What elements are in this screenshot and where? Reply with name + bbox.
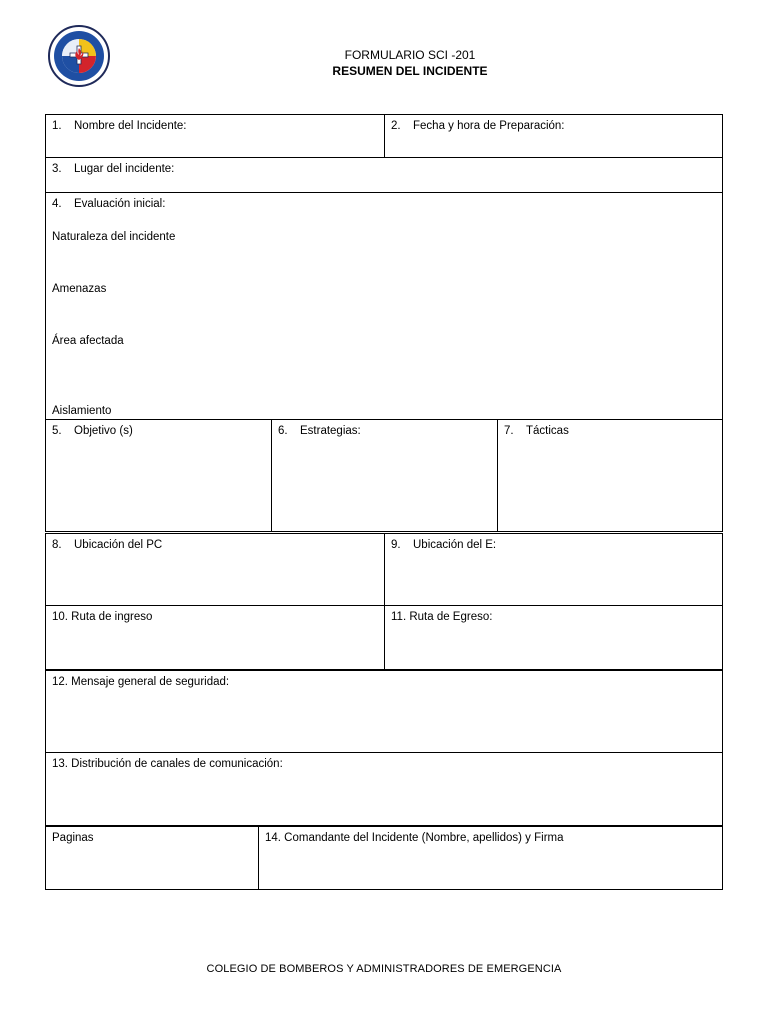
field-label: 8. Ubicación del PC: [52, 539, 163, 551]
field-command-post-location[interactable]: [45, 533, 385, 606]
field-label: Paginas: [52, 832, 94, 844]
fire-department-emblem-icon: [47, 24, 111, 88]
field-label: 1. Nombre del Incidente:: [52, 120, 187, 132]
field-exit-route[interactable]: [384, 605, 723, 670]
field-label: 14. Comandante del Incidente (Nombre, apellidos) y Firma: [265, 832, 564, 844]
field-incident-location[interactable]: [45, 157, 723, 193]
field-label: 11. Ruta de Egreso:: [391, 611, 493, 623]
field-communication-channels[interactable]: [45, 752, 723, 826]
field-label: 2. Fecha y hora de Preparación:: [391, 120, 565, 132]
field-label: 6. Estrategias:: [278, 425, 361, 437]
field-pages[interactable]: [45, 826, 259, 890]
field-tactics[interactable]: [497, 419, 723, 532]
field-label: 10. Ruta de ingreso: [52, 611, 153, 623]
field-label: 5. Objetivo (s): [52, 425, 133, 437]
field-incident-name[interactable]: [45, 114, 385, 158]
field-objectives[interactable]: [45, 419, 272, 532]
field-label: 13. Distribución de canales de comunicación:: [52, 758, 283, 770]
field-label: 12. Mensaje general de seguridad:: [52, 676, 230, 688]
form-code: FORMULARIO SCI -201: [344, 48, 476, 62]
field-preparation-datetime[interactable]: [384, 114, 723, 158]
field-label: 3. Lugar del incidente:: [52, 163, 175, 175]
isolation-label: Aislamiento: [52, 405, 112, 417]
form-title: RESUMEN DEL INCIDENTE: [332, 64, 488, 78]
field-incident-commander[interactable]: [258, 826, 723, 890]
field-entry-route[interactable]: [45, 605, 385, 670]
field-label: 7. Tácticas: [504, 425, 569, 437]
footer-organization: COLEGIO DE BOMBEROS Y ADMINISTRADORES DE EMERGENCIA: [206, 963, 562, 975]
incident-summary-form: [45, 114, 723, 890]
nature-of-incident-label: Naturaleza del incidente: [52, 231, 176, 243]
threats-label: Amenazas: [52, 283, 107, 295]
field-staging-area-location[interactable]: [384, 533, 723, 606]
field-strategies[interactable]: [271, 419, 498, 532]
field-initial-evaluation[interactable]: [45, 192, 723, 420]
affected-area-label: Área afectada: [52, 335, 124, 347]
field-general-safety-message[interactable]: [45, 670, 723, 753]
field-label: 9. Ubicación del E:: [391, 539, 497, 551]
field-label: 4. Evaluación inicial:: [52, 198, 166, 210]
